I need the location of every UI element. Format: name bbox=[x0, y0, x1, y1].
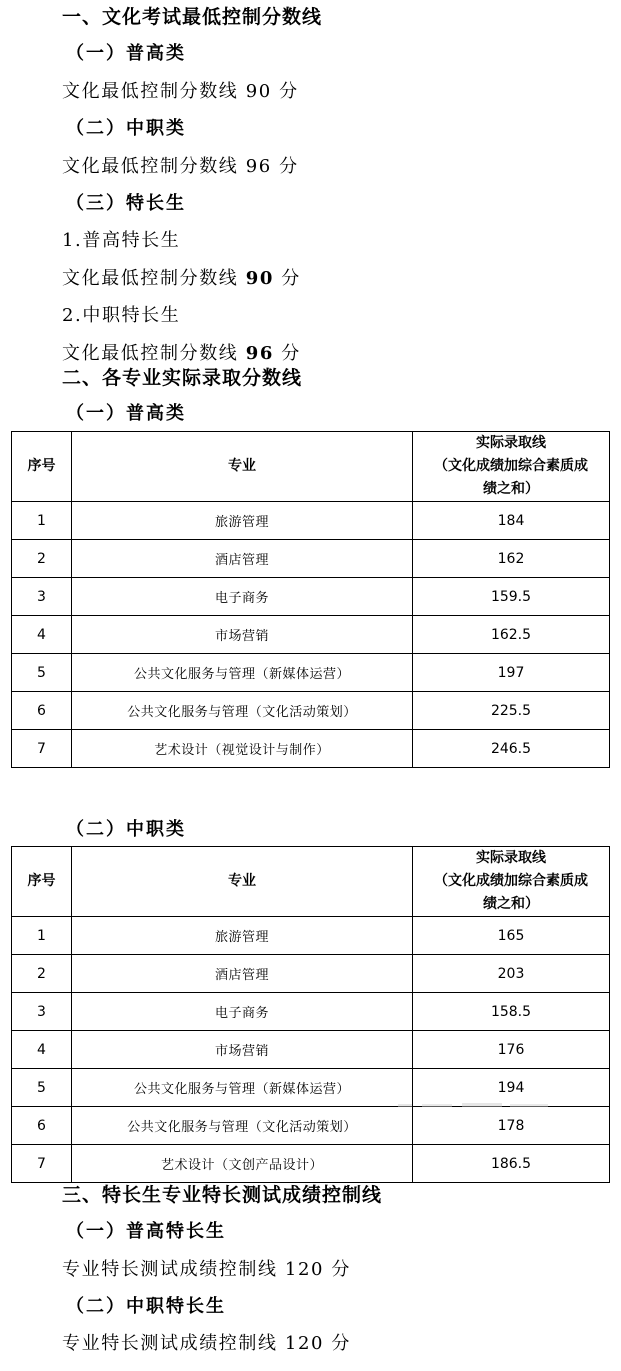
pugao-techang-suffix: 分 bbox=[273, 268, 301, 289]
section1-pugao-text: 文化最低控制分数线 90 分 bbox=[62, 81, 299, 102]
section3-pugao-title: （一）普高特长生 bbox=[66, 1221, 226, 1242]
zhongzhi-score-table bbox=[11, 846, 610, 1183]
section1-pugao-techang-title: 1.普高特长生 bbox=[62, 230, 181, 251]
table-row bbox=[12, 1145, 610, 1183]
row-score: 197 bbox=[413, 654, 610, 692]
row-index: 1 bbox=[12, 502, 72, 540]
table-header-row bbox=[12, 432, 610, 502]
header-major: 专业 bbox=[72, 847, 413, 917]
section1-zhongzhi-title: （二）中职类 bbox=[66, 118, 186, 139]
row-index: 7 bbox=[12, 730, 72, 768]
row-score: 225.5 bbox=[413, 692, 610, 730]
row-major: 公共文化服务与管理（新媒体运营） bbox=[72, 1069, 413, 1107]
row-major: 电子商务 bbox=[72, 993, 413, 1031]
header-major: 专业 bbox=[72, 432, 413, 502]
table-row bbox=[12, 578, 610, 616]
row-major: 酒店管理 bbox=[72, 540, 413, 578]
watermark-streak bbox=[398, 1101, 550, 1111]
table-row bbox=[12, 955, 610, 993]
row-score: 165 bbox=[413, 917, 610, 955]
table-row bbox=[12, 616, 610, 654]
header-index: 序号 bbox=[12, 847, 72, 917]
table-row bbox=[12, 1031, 610, 1069]
header-index: 序号 bbox=[12, 432, 72, 502]
zhongzhi-techang-suffix: 分 bbox=[273, 343, 301, 364]
row-index: 4 bbox=[12, 616, 72, 654]
header-score-line2: （文化成绩加综合素质成 bbox=[434, 873, 588, 889]
section3-zhongzhi-text: 专业特长测试成绩控制线 120 分 bbox=[62, 1333, 351, 1354]
row-score: 203 bbox=[413, 955, 610, 993]
row-index: 3 bbox=[12, 993, 72, 1031]
section1-techang-title: （三）特长生 bbox=[66, 193, 186, 214]
section1-zhongzhi-techang-text bbox=[62, 345, 301, 363]
row-index: 5 bbox=[12, 654, 72, 692]
pugao-techang-prefix: 文化最低控制分数线 bbox=[62, 268, 246, 289]
header-score-line1: 实际录取线 bbox=[476, 850, 546, 866]
pugao-score-table bbox=[11, 431, 610, 768]
table-row bbox=[12, 993, 610, 1031]
row-index: 7 bbox=[12, 1145, 72, 1183]
row-index: 5 bbox=[12, 1069, 72, 1107]
row-score: 186.5 bbox=[413, 1145, 610, 1183]
row-major: 公共文化服务与管理（新媒体运营） bbox=[72, 654, 413, 692]
section1-pugao-title: （一）普高类 bbox=[66, 43, 186, 64]
table-row bbox=[12, 692, 610, 730]
header-score bbox=[413, 432, 610, 502]
row-major: 酒店管理 bbox=[72, 955, 413, 993]
row-score: 162.5 bbox=[413, 616, 610, 654]
row-score: 159.5 bbox=[413, 578, 610, 616]
row-score: 158.5 bbox=[413, 993, 610, 1031]
section1-zhongzhi-techang-title: 2.中职特长生 bbox=[62, 305, 181, 326]
zhongzhi-techang-score: 96 bbox=[245, 343, 274, 364]
row-major: 市场营销 bbox=[72, 1031, 413, 1069]
row-score: 194 bbox=[413, 1069, 610, 1107]
row-index: 3 bbox=[12, 578, 72, 616]
section1-heading: 一、文化考试最低控制分数线 bbox=[62, 6, 323, 28]
row-major: 市场营销 bbox=[72, 616, 413, 654]
row-score: 162 bbox=[413, 540, 610, 578]
row-major: 旅游管理 bbox=[72, 502, 413, 540]
row-major: 公共文化服务与管理（文化活动策划） bbox=[72, 1107, 413, 1145]
row-major: 艺术设计（文创产品设计） bbox=[72, 1145, 413, 1183]
section1-zhongzhi-text: 文化最低控制分数线 96 分 bbox=[62, 156, 299, 177]
row-index: 2 bbox=[12, 540, 72, 578]
section1-pugao-techang-text bbox=[62, 270, 301, 288]
header-score-line3: 绩之和） bbox=[483, 896, 539, 912]
row-index: 1 bbox=[12, 917, 72, 955]
section3-pugao-text: 专业特长测试成绩控制线 120 分 bbox=[62, 1259, 351, 1280]
header-score-line1: 实际录取线 bbox=[476, 435, 546, 451]
table-row bbox=[12, 654, 610, 692]
row-major: 电子商务 bbox=[72, 578, 413, 616]
header-score-line2: （文化成绩加综合素质成 bbox=[434, 458, 588, 474]
pugao-techang-score: 90 bbox=[245, 268, 274, 289]
table-header-row bbox=[12, 847, 610, 917]
row-index: 4 bbox=[12, 1031, 72, 1069]
zhongzhi-techang-prefix: 文化最低控制分数线 bbox=[62, 343, 246, 364]
section3-zhongzhi-title: （二）中职特长生 bbox=[66, 1296, 226, 1317]
row-major: 旅游管理 bbox=[72, 917, 413, 955]
table-row bbox=[12, 917, 610, 955]
row-score: 246.5 bbox=[413, 730, 610, 768]
section3-heading: 三、特长生专业特长测试成绩控制线 bbox=[62, 1184, 383, 1206]
section2-zhongzhi-title: （二）中职类 bbox=[66, 819, 186, 840]
row-major: 公共文化服务与管理（文化活动策划） bbox=[72, 692, 413, 730]
section2-pugao-title: （一）普高类 bbox=[66, 403, 186, 424]
table-row bbox=[12, 540, 610, 578]
row-score: 176 bbox=[413, 1031, 610, 1069]
row-index: 6 bbox=[12, 1107, 72, 1145]
row-score: 184 bbox=[413, 502, 610, 540]
table-row bbox=[12, 502, 610, 540]
row-index: 2 bbox=[12, 955, 72, 993]
header-score-line3: 绩之和） bbox=[483, 481, 539, 497]
header-score bbox=[413, 847, 610, 917]
table-row bbox=[12, 1107, 610, 1145]
row-major: 艺术设计（视觉设计与制作） bbox=[72, 730, 413, 768]
table-row bbox=[12, 730, 610, 768]
row-score: 178 bbox=[413, 1107, 610, 1145]
section2-heading: 二、各专业实际录取分数线 bbox=[62, 367, 303, 389]
row-index: 6 bbox=[12, 692, 72, 730]
